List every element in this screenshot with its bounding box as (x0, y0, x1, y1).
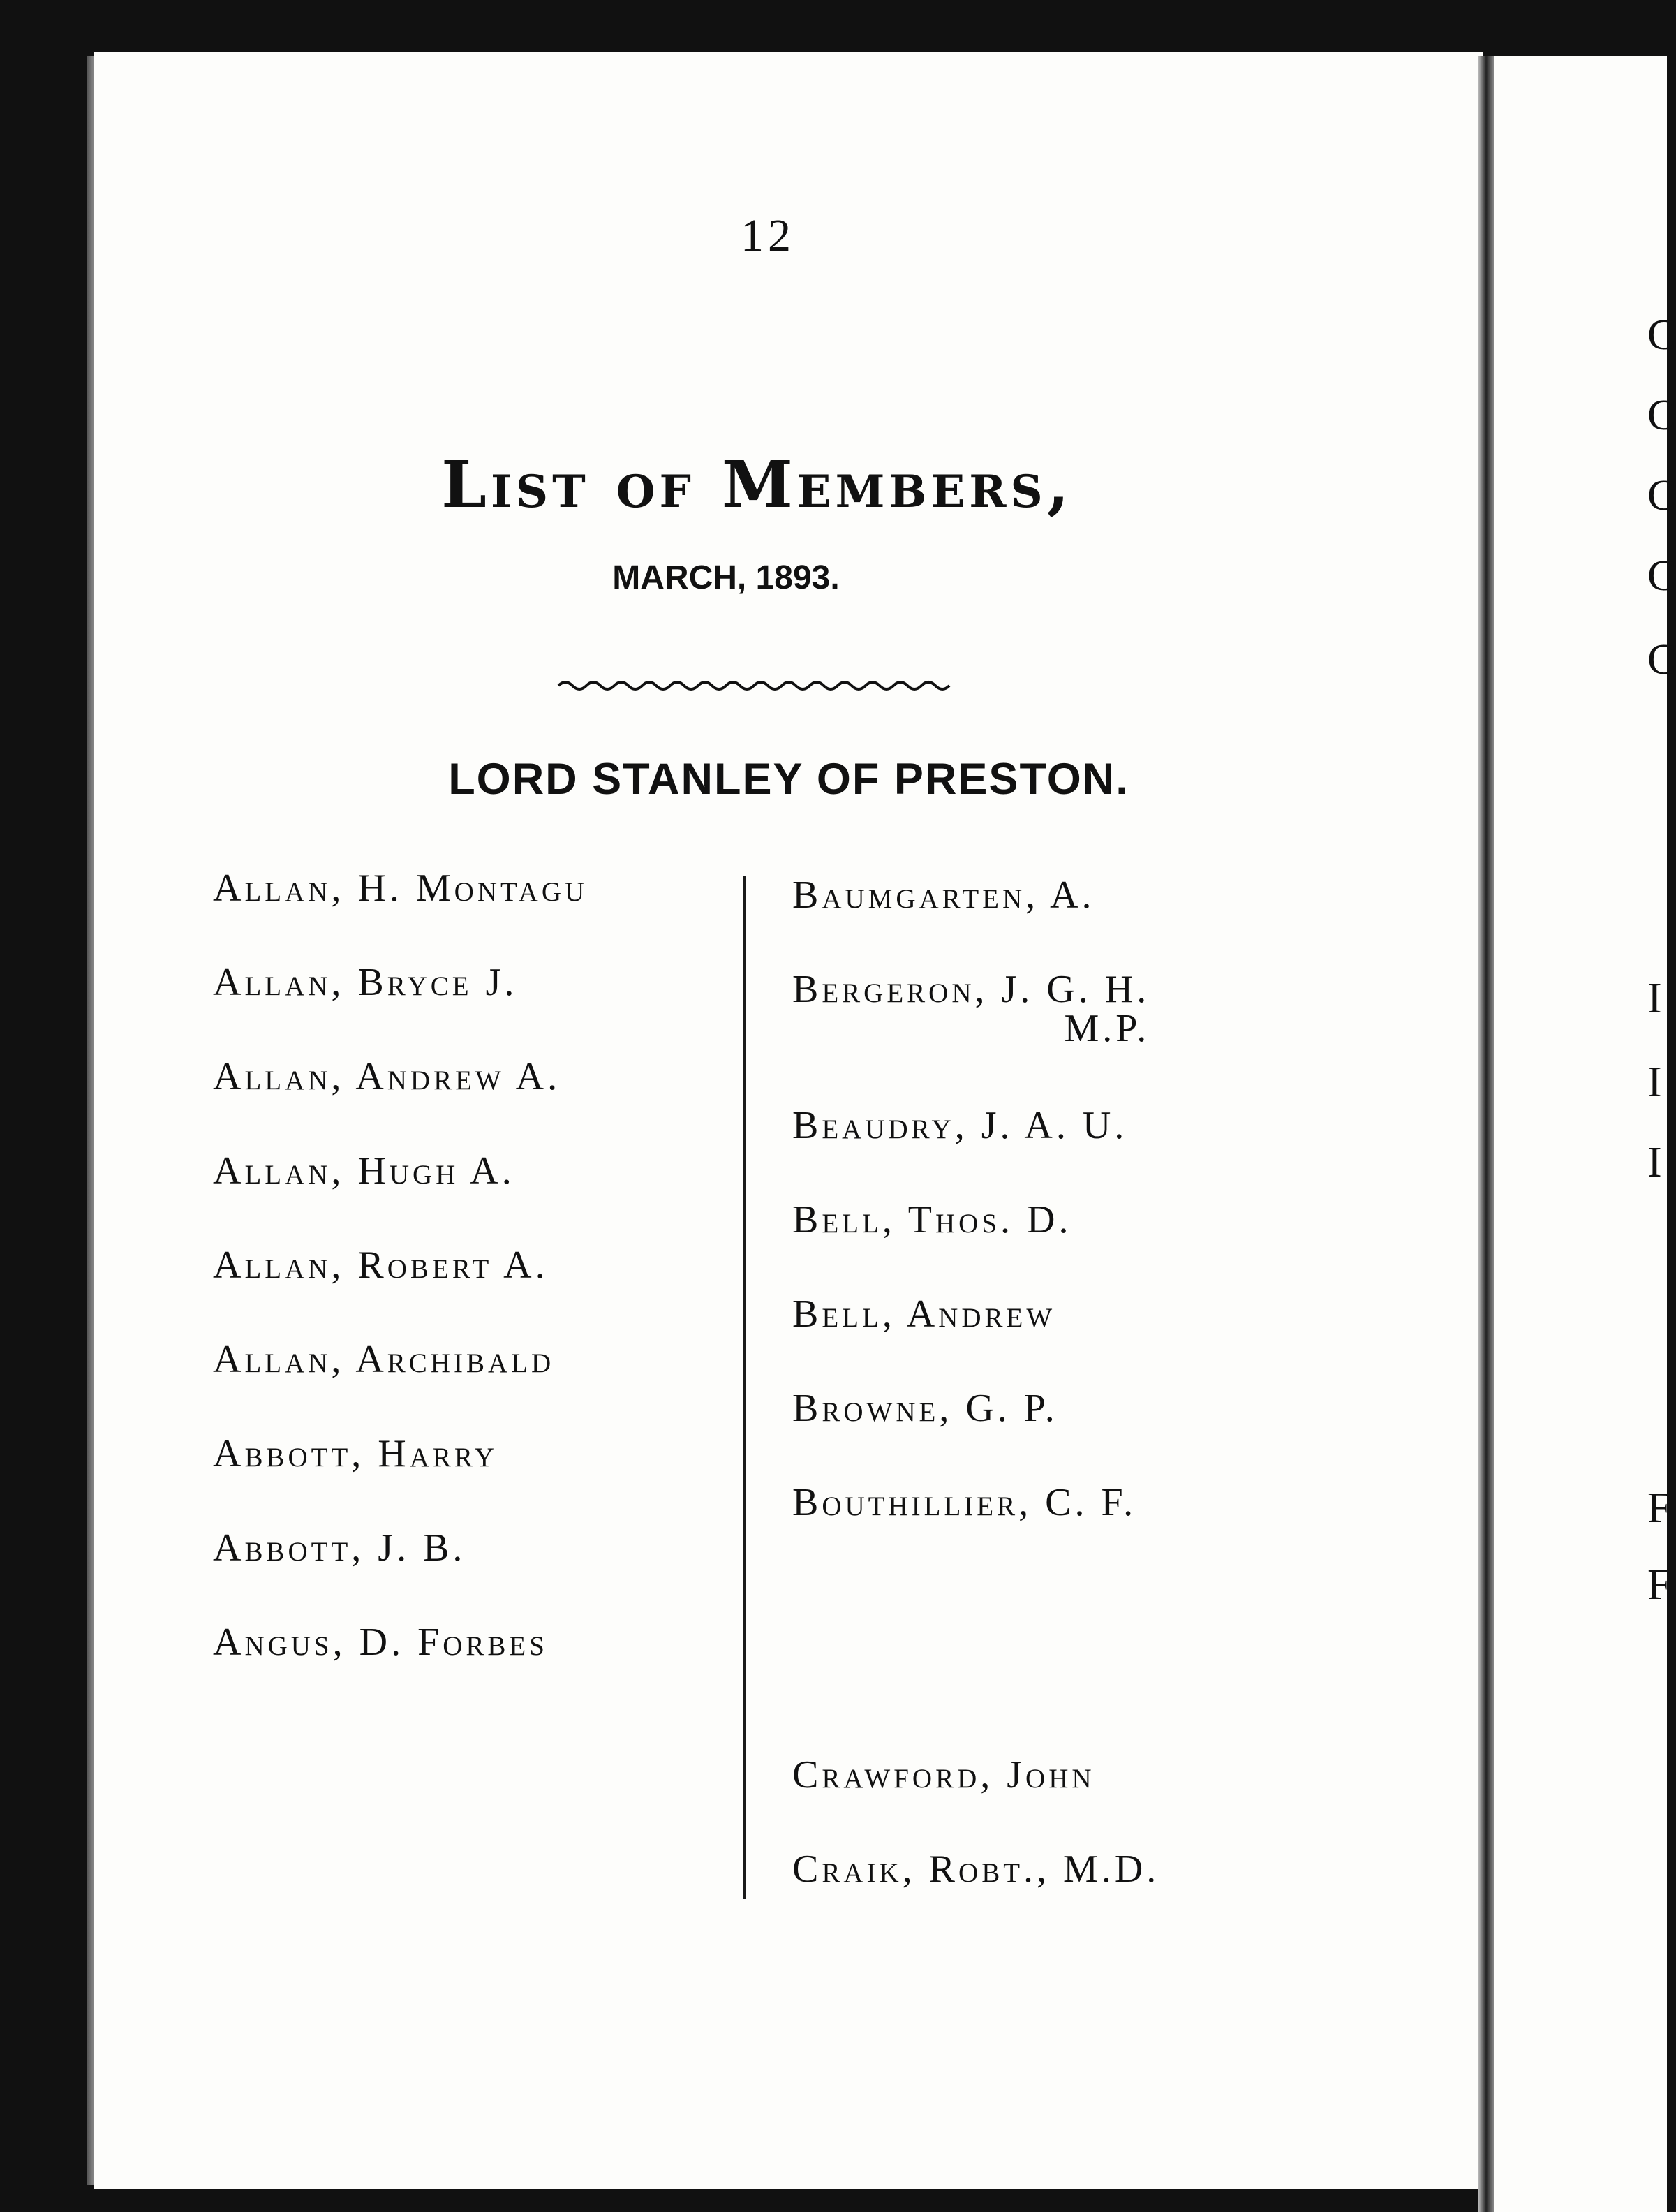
facing-page-letter: F (1647, 1484, 1672, 1532)
member-entry: Allan, Robert A. (213, 1244, 549, 1287)
section-heading: LORD STANLEY OF PRESTON. (448, 755, 1129, 804)
page-title: List of Members, (441, 447, 1074, 522)
facing-page-letter: C (1647, 636, 1676, 684)
member-name: Bell, Andrew (792, 1292, 1056, 1336)
member-entry: Allan, H. Montagu (213, 867, 588, 910)
member-entry (792, 967, 1150, 1051)
member-entry (792, 1753, 1095, 1797)
member-entry: Allan, Bryce J. (213, 961, 518, 1004)
member-entry (792, 873, 1095, 917)
member-entry (792, 1103, 1127, 1148)
member-name: Beaudry, J. A. U. (792, 1104, 1128, 1147)
facing-page (1494, 56, 1667, 2212)
facing-page-letter: F (1647, 1561, 1672, 1609)
facing-page-letter: C (1647, 552, 1676, 600)
member-entry (792, 1847, 1159, 1892)
facing-page-letter: C (1647, 472, 1676, 519)
member-entry: Abbott, J. B. (213, 1526, 466, 1570)
facing-page-letter: C (1647, 311, 1676, 359)
facing-page-letter: I (1647, 975, 1662, 1022)
member-entry (792, 1480, 1136, 1525)
member-entry (792, 1386, 1058, 1431)
member-name: Bouthillier, C. F. (792, 1481, 1137, 1524)
member-name: Browne, G. P. (792, 1387, 1058, 1430)
page-number: 12 (741, 210, 795, 261)
member-entry: Allan, Andrew A. (213, 1055, 561, 1098)
column-divider (743, 876, 746, 1899)
member-name: Bell, Thos. D. (792, 1198, 1072, 1241)
member-entry (792, 1197, 1071, 1242)
book-binding (1478, 56, 1494, 2212)
member-name: Crawford, John (792, 1753, 1095, 1797)
member-entry: Angus, D. Forbes (213, 1621, 548, 1664)
facing-page-letter: I (1647, 1139, 1662, 1186)
book-page (94, 52, 1483, 2189)
member-entry (792, 1292, 1055, 1336)
member-entry: Allan, Archibald (213, 1338, 555, 1381)
member-suffix: M.P. (1064, 1007, 1150, 1050)
member-entry: Allan, Hugh A. (213, 1149, 515, 1193)
facing-page-letter: C (1647, 392, 1676, 439)
member-entry: Abbott, Harry (213, 1432, 498, 1475)
facing-page-letter: I (1647, 1059, 1662, 1106)
member-name: Bergeron, J. G. H. (792, 968, 1150, 1011)
member-name: Craik, Robt., M.D. (792, 1848, 1160, 1891)
date-subtitle: MARCH, 1893. (612, 559, 840, 596)
wavy-ornament-icon (558, 670, 949, 698)
member-name: Baumgarten, A. (792, 873, 1095, 917)
